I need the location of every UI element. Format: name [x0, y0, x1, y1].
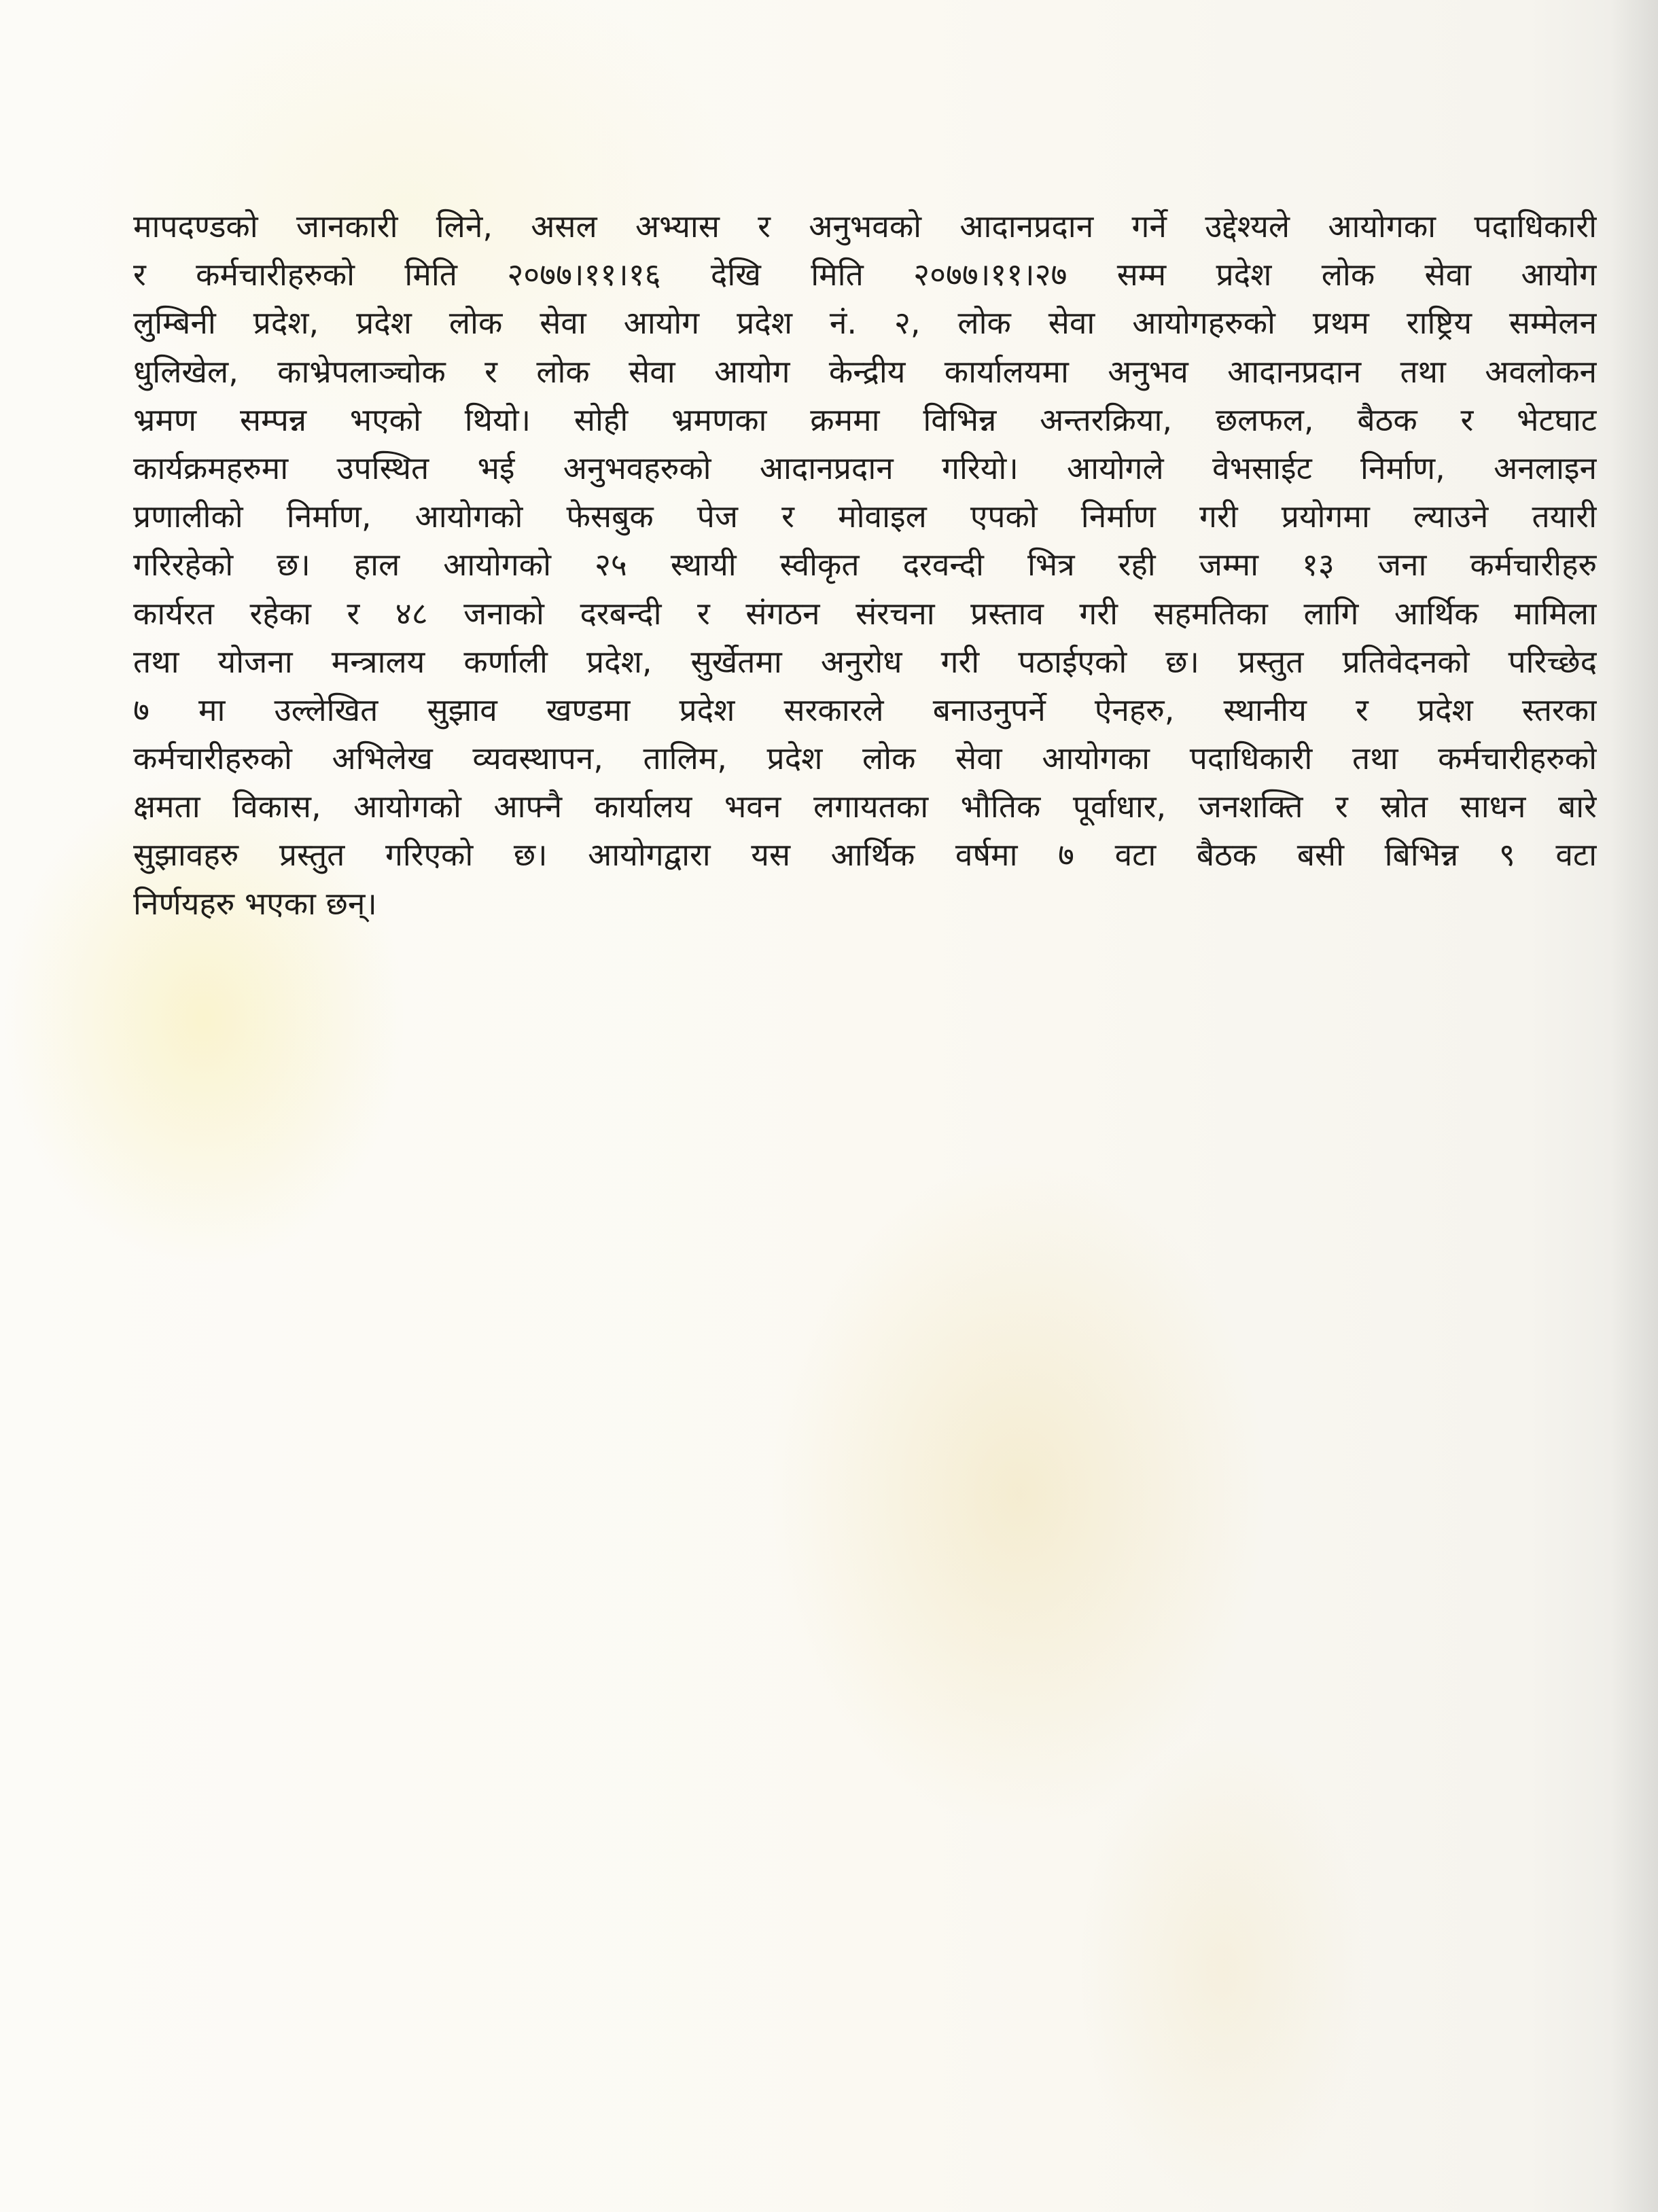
page-edge-shadow [1610, 0, 1658, 2212]
paragraph-line-2: र कर्मचारीहरुको मिति २०७७।११।१६ देखि मिति २०७७।११।२७ सम्म प्रदेश लोक सेवा आयोग [133, 256, 1597, 293]
paragraph-line-11: ७ मा उल्लेखित सुझाव खण्डमा प्रदेश सरकारले बनाउनुपर्ने ऐनहरु, स्थानीय र प्रदेश स्तरका [133, 691, 1597, 728]
paragraph-line-7: प्रणालीको निर्माण, आयोगको फेसबुक पेज र मोवाइल एपको निर्माण गरी प्रयोगमा ल्याउने तयारी [133, 498, 1597, 535]
paragraph-line-12: कर्मचारीहरुको अभिलेख व्यवस्थापन, तालिम, प्रदेश लोक सेवा आयोगका पदाधिकारी तथा कर्मचारीहरुको [133, 740, 1597, 777]
body-paragraph [133, 202, 1597, 928]
paragraph-line-14: सुझावहरु प्रस्तुत गरिएको छ। आयोगद्वारा यस आर्थिक वर्षमा ७ वटा बैठक बसी बिभिन्न ९ वटा [133, 836, 1597, 874]
paragraph-line-10: तथा योजना मन्त्रालय कर्णाली प्रदेश, सुर्खेतमा अनुरोध गरी पठाईएको छ। प्रस्तुत प्रतिवेदनको परिच्छेद [133, 643, 1597, 680]
paragraph-line-4: धुलिखेल, काभ्रेपलाञ्चोक र लोक सेवा आयोग केन्द्रीय कार्यालयमा अनुभव आदानप्रदान तथा अवलोकन [133, 353, 1597, 390]
paragraph-line-9: कार्यरत रहेका र ४८ जनाको दरबन्दी र संगठन संरचना प्रस्ताव गरी सहमतिका लागि आर्थिक मामिला [133, 594, 1597, 632]
paragraph-line-1: मापदण्डको जानकारी लिने, असल अभ्यास र अनुभवको आदानप्रदान गर्ने उद्देश्यले आयोगका पदाधिकारी [133, 208, 1597, 245]
paragraph-line-13: क्षमता विकास, आयोगको आफ्नै कार्यालय भवन लगायतका भौतिक पूर्वाधार, जनशक्ति र स्रोत साधन बारे [133, 788, 1597, 825]
paragraph-line-15: निर्णयहरु भएका छन्। [133, 885, 377, 922]
paragraph-line-8: गरिरहेको छ। हाल आयोगको २५ स्थायी स्वीकृत दरवन्दी भित्र रही जम्मा १३ जना कर्मचारीहरु [133, 546, 1597, 584]
paragraph-line-3: लुम्बिनी प्रदेश, प्रदेश लोक सेवा आयोग प्रदेश नं. २, लोक सेवा आयोगहरुको प्रथम राष्ट्रिय सम्मेलन [133, 304, 1597, 342]
paragraph-line-5: भ्रमण सम्पन्न भएको थियो। सोही भ्रमणका क्रममा विभिन्न अन्तरक्रिया, छलफल, बैठक र भेटघाट [133, 401, 1597, 438]
paragraph-line-6: कार्यक्रमहरुमा उपस्थित भई अनुभवहरुको आदानप्रदान गरियो। आयोगले वेभसाईट निर्माण, अनलाइन [133, 449, 1597, 486]
